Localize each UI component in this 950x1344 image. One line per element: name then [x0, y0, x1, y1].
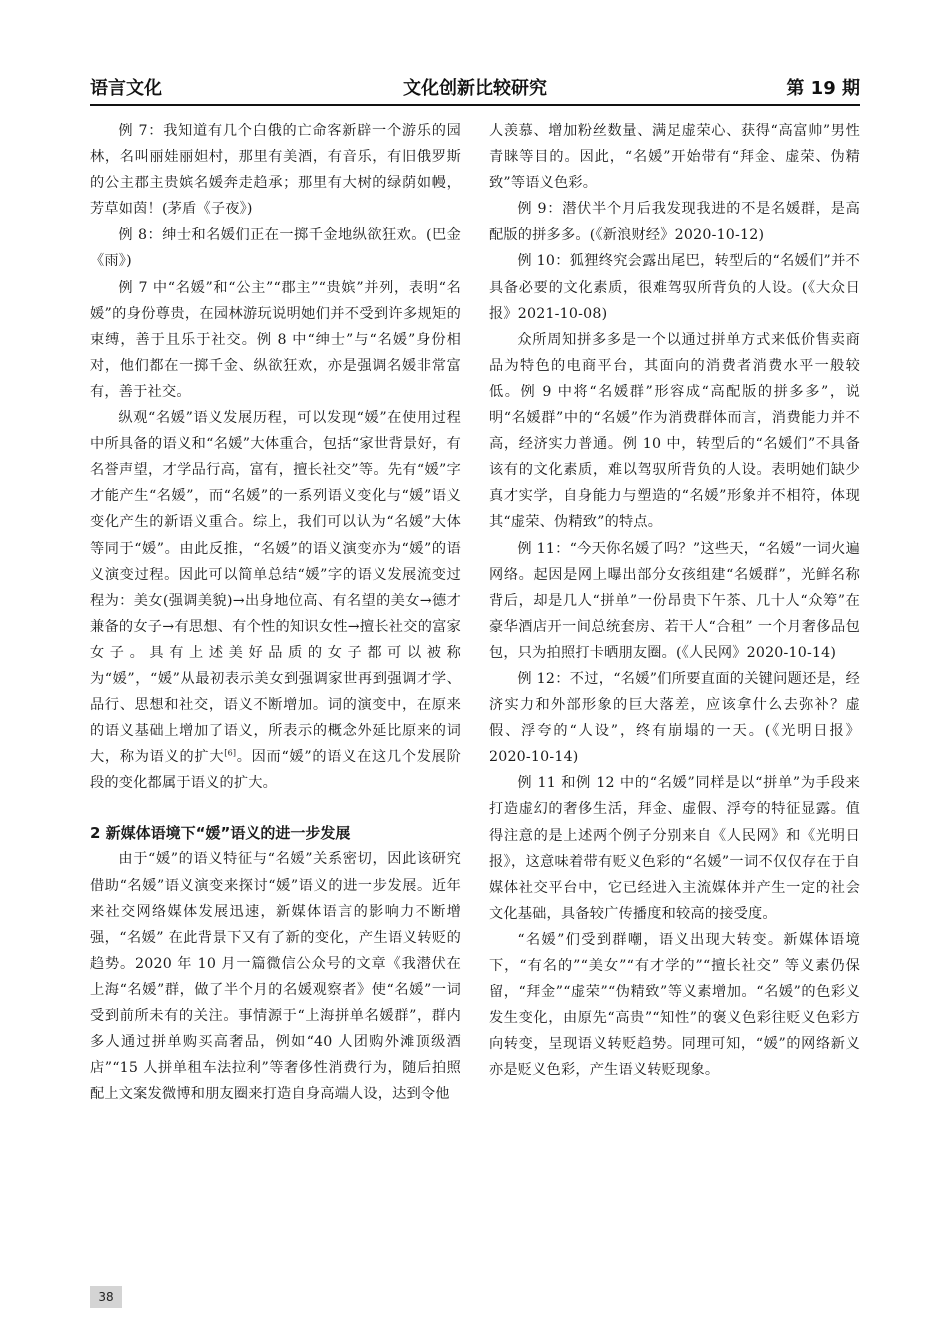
continued-paragraph: 人羡慕、增加粉丝数量、满足虚荣心、获得“高富帅”男性青睐等目的。因此，“名媛”开始带有“拜金、虚荣、伪精致”等语义色彩。 — [489, 123, 860, 192]
header-rule — [90, 104, 860, 106]
example-9-paragraph: 例 9：潜伏半个月后我发现我进的不是名媛群，是高配版的拼多多。(《新浪财经》2020-10-12) — [489, 201, 860, 244]
example-8-paragraph: 例 8：绅士和名媛们正在一掷千金地纵欲狂欢。(巴金《雨》) — [90, 227, 461, 270]
section-heading: 2 新媒体语境下“媛”语义的进一步发展 — [90, 824, 351, 843]
page-number: 38 — [90, 1286, 122, 1308]
analysis-paragraph-7-8: 例 7 中“名媛”和“公主”“郡主”“贵嫔”并列，表明“名媛”的身份尊贵，在园林游玩说明她们并不受到许多规矩的束缚，善于且乐于社交。例 8 中“绅士”与“名媛”身份相对，他们都在一掷千金、纵欲狂欢，亦是强调名媛非常富有，善于社交。 — [90, 279, 461, 400]
header-journal-title: 文化创新比较研究 — [403, 78, 547, 99]
section-intro-paragraph: 由于“媛”的语义特征与“名媛”关系密切，因此该研究借助“名媛”语义演变来探讨“媛”语义的进一步发展。近年来社交网络媒体发展迅速，新媒体语言的影响力不断增强，“名媛” 在此背景下又有了新的变化，产生语义转贬的趋势。2020 年 10 月一篇微信公众号的文章《我潜伏在上海“名媛”群，做了半个月的名媛观察者》使“名媛”一词受到前所未有的关注。事情源于“上海拼单名媛群”，群内多人通过拼单购买高奢品，例如“40 人团购外滩顶级酒店”“15 人拼单租车法拉利”等奢侈性消费行为，随后拍照配上文案发微博和朋友圈来打造自身高端人设，达到令他 — [90, 851, 461, 1103]
citation-marker: [6] — [224, 748, 237, 758]
summary-text: 纵观“名媛”语义发展历程，可以发现“媛”在使用过程中所具备的语义和“名媛”大体重合，包括“家世背景好，有名誉声望，才学品行高，富有，擅长社交”等。先有“媛”字才能产生“名媛”，而“名媛”的一系列语义变化与“媛”语义变化产生的新语义重合。综上，我们可以认为“名媛”大体等同于“媛”。由此反推，“名媛”的语义演变亦为“媛”的语义演变过程。因此可以简单总结“媛”字的语义发展流变过程为：美女(强调美貌)→出身地位高、有名望的美女→德才兼备的女子→有思想、有个性的知识女性→擅长社交的富家女子。具有上述美好品质的女子都可以被称为“媛”，“媛”从最初表示美女到强调家世再到强调才学、品行、思想和社交，语义不断增加。词的演变中，在原来的语义基础上增加了语义，所表示的概念外延比原来的词大，称为语义的扩大 — [90, 410, 461, 766]
example-12-paragraph: 例 12：不过，“名媛”们所要直面的关键问题还是，经济实力和外部形象的巨大落差，应该拿什么去弥补？虚假、浮夸的“人设”，终有崩塌的一天。(《光明日报》2020-10-14) — [489, 670, 860, 766]
example-10-paragraph: 例 10：狐狸终究会露出尾巴，转型后的“名媛们”并不具备必要的文化素质，很难驾驭所背负的人设。(《大众日报》2021-10-08) — [489, 253, 860, 322]
right-column — [489, 118, 860, 1083]
left-column — [90, 118, 461, 1107]
analysis-paragraph-9-10: 众所周知拼多多是一个以通过拼单方式来低价售卖商品为特色的电商平台，其面向的消费者消费水平一般较低。例 9 中将“名媛群”形容成“高配版的拼多多”，说明“名媛群”中的“名媛”作为消费群体而言，消费能力并不高，经济实力普通。例 10 中，转型后的“名媛们”不具备该有的文化素质，难以驾驭所背负的人设。表明她们缺少真才实学，自身能力与塑造的“名媛”形象并不相符，体现其“虚荣、伪精致”的特点。 — [489, 331, 860, 531]
conclusion-paragraph: “名媛”们受到群嘲，语义出现大转变。新媒体语境下，“有名的”“美女”“有才学的”“擅长社交” 等义素仍保留，“拜金”“虚荣”“伪精致”等义素增加。“名媛”的色彩义发生变化，由原先“高贵”“知性”的褒义色彩往贬义色彩方向转变，呈现语义转贬趋势。同理可知，“媛”的网络新义亦是贬义色彩，产生语义转贬现象。 — [489, 931, 860, 1079]
summary-paragraph — [90, 405, 461, 796]
summary-tail: 。因而“媛”的语义在这几个发展阶段的变化都属于语义的扩大。 — [90, 749, 461, 792]
analysis-paragraph-11-12: 例 11 和例 12 中的“名媛”同样是以“拼单”为手段来打造虚幻的奢侈生活，拜金、虚假、浮夸的特征显露。值得注意的是上述两个例子分别来自《人民网》和《光明日报》，这意味着带有贬义色彩的“名媛”一词不仅仅存在于自媒体社交平台中，它已经进入主流媒体并产生一定的社会文化基础，具备较广传播度和较高的接受度。 — [489, 775, 860, 922]
example-7-paragraph: 例 7：我知道有几个白俄的亡命客新辟一个游乐的园林，名叫丽娃丽妲村，那里有美酒，有音乐，有旧俄罗斯的公主郡主贵嫔名媛奔走趋承；那里有大树的绿荫如幔，芳草如茵！(茅盾《子夜》) — [90, 123, 461, 218]
example-11-paragraph: 例 11：“今天你名媛了吗？”这些天，“名媛”一词火遍网络。起因是网上曝出部分女孩组建“名媛群”，光鲜名称背后，却是几人“拼单”一份昂贵下午茶、几十人“众筹”在豪华酒店开一间总统套房、若干人“合租” 一个月奢侈品包包，只为拍照打卡晒朋友圈。(《人民网》2020-10-14) — [489, 540, 860, 661]
running-header — [90, 76, 860, 104]
header-issue-number: 第 19 期 — [786, 78, 860, 99]
header-section-name: 语言文化 — [90, 78, 162, 99]
